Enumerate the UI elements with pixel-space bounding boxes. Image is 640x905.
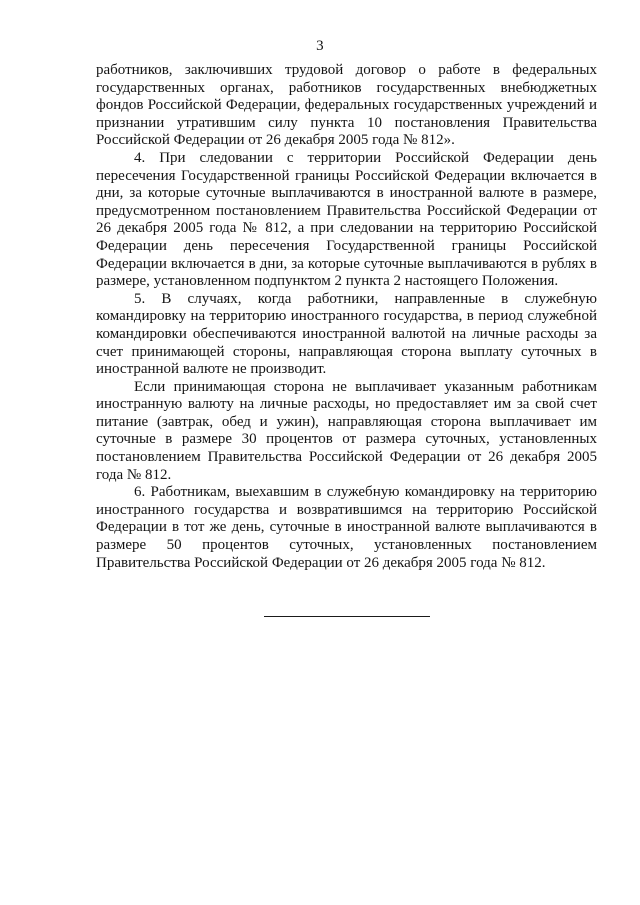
page-number: 3 <box>316 38 324 54</box>
paragraph-item-4: 4. При следовании с территории Российской Федерации день пересечения Государственной границы Российской Федерации включается в дни, за которые суточные выплачиваются в иностранной валюте в размере, предусмотренном постановлением Правительства Российской Федерации от 26 декабря 2005 года № 812, а при следовании на территорию Российской Федерации день пересечения Государственной границы Российской Федерации включается в дни, за которые суточные выплачиваются в рублях в размере, установленном подпунктом 2 пункта 2 настоящего Положения. <box>96 149 597 290</box>
paragraph-item-5: 5. В случаях, когда работники, направленные в служебную командировку на территорию иностранного государства, в период служебной командировки обеспечиваются иностранной валютой на личные расходы за счет принимающей стороны, направляющая сторона выплату суточных в иностранной валюте не производит. <box>96 290 597 378</box>
paragraph-item-5-continued: Если принимающая сторона не выплачивает указанным работникам иностранную валюту на личные расходы, но предоставляет им за свой счет питание (завтрак, обед и ужин), направляющая сторона выплачивает им суточные в размере 30 процентов от размера суточных, установленных постановлением Правительства Российской Федерации от 26 декабря 2005 года № 812. <box>96 378 597 483</box>
paragraph-item-6: 6. Работникам, выехавшим в служебную командировку на территорию иностранного государства и возвратившимся на территорию Российской Федерации в тот же день, суточные в иностранной валюте выплачиваются в размере 50 процентов суточных, установленных постановлением Правительства Российской Федерации от 26 декабря 2005 года № 812. <box>96 484 597 571</box>
paragraph-continuation: работников, заключивших трудовой договор о работе в федеральных государственных органах, работников государственных внебюджетных фондов Российской Федерации, федеральных государственных учреждений и признании утратившим силу пункта 10 постановления Правительства Российской Федерации от 26 декабря 2005 года № 812». <box>96 62 597 149</box>
end-separator-line <box>264 616 430 617</box>
document-body <box>96 62 597 572</box>
